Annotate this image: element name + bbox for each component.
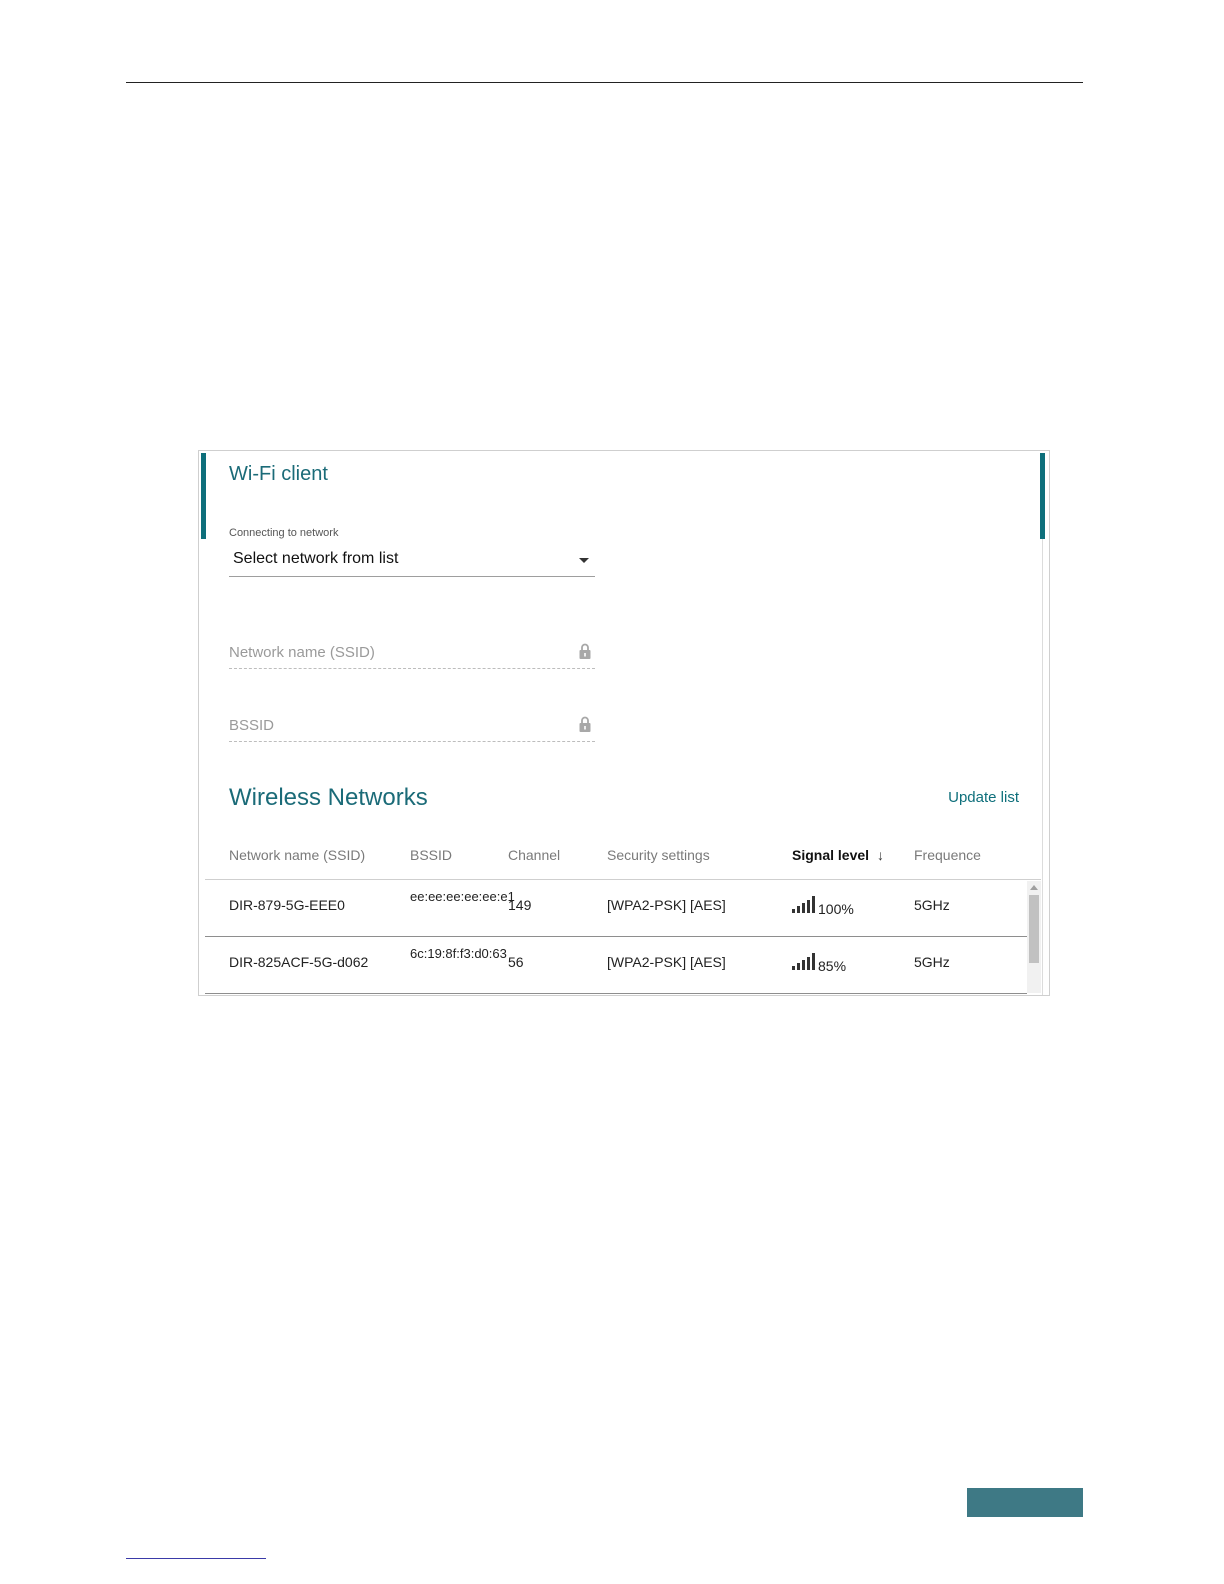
- sort-down-icon: ↓: [877, 847, 885, 863]
- connecting-label: Connecting to network: [229, 527, 339, 539]
- row-bssid: ee:ee:ee:ee:ee:e1: [410, 889, 515, 904]
- network-select-value: Select network from list: [233, 550, 399, 567]
- row-bssid: 6c:19:8f:f3:d0:63: [410, 946, 507, 961]
- table-row[interactable]: [205, 937, 1027, 994]
- row-signal: [792, 895, 854, 917]
- column-header-security[interactable]: Security settings: [607, 847, 710, 863]
- wifi-client-title: Wi-Fi client: [229, 463, 328, 485]
- column-header-signal-label: Signal level: [792, 847, 870, 863]
- ssid-field[interactable]: [229, 639, 595, 669]
- row-security: [WPA2-PSK] [AES]: [607, 897, 726, 913]
- signal-bars-icon: [792, 895, 815, 913]
- signal-bars-icon: [792, 952, 815, 970]
- row-security: [WPA2-PSK] [AES]: [607, 954, 726, 970]
- table-row[interactable]: [205, 880, 1027, 937]
- column-header-frequence[interactable]: Frequence: [914, 847, 981, 863]
- row-ssid: DIR-879-5G-EEE0: [229, 897, 345, 913]
- network-select[interactable]: [229, 547, 595, 577]
- footer-page-block: [967, 1488, 1083, 1517]
- table-scrollbar[interactable]: [1027, 881, 1041, 993]
- ssid-input[interactable]: [229, 641, 559, 663]
- bssid-field[interactable]: [229, 712, 595, 742]
- row-ssid: DIR-825ACF-5G-d062: [229, 954, 369, 970]
- row-frequence: 5GHz: [914, 954, 950, 970]
- row-channel: 149: [508, 897, 532, 913]
- bssid-input[interactable]: [229, 714, 559, 736]
- footer-link-underline: [126, 1558, 266, 1559]
- column-header-channel[interactable]: Channel: [508, 847, 561, 863]
- chevron-down-icon: [579, 558, 589, 563]
- row-signal-value: 100%: [818, 901, 854, 917]
- column-header-ssid[interactable]: Network name (SSID): [229, 847, 366, 863]
- row-frequence: 5GHz: [914, 897, 950, 913]
- wifi-client-panel: [198, 450, 1050, 996]
- top-rule: [126, 82, 1083, 83]
- scrollbar-thumb[interactable]: [1029, 895, 1039, 963]
- row-channel: 56: [508, 954, 524, 970]
- accent-bar-right: [1040, 453, 1045, 539]
- accent-bar-left: [201, 453, 206, 539]
- update-list-link[interactable]: Update list: [948, 789, 1019, 806]
- lock-icon: [579, 716, 591, 732]
- wireless-networks-title: Wireless Networks: [229, 784, 428, 811]
- scroll-up-arrow-icon[interactable]: [1030, 885, 1038, 890]
- column-header-bssid[interactable]: BSSID: [410, 847, 453, 863]
- row-signal: [792, 952, 847, 974]
- row-signal-value: 85%: [818, 958, 847, 974]
- column-header-signal[interactable]: [792, 847, 884, 863]
- panel-divider: [1042, 539, 1043, 995]
- lock-icon: [579, 643, 591, 659]
